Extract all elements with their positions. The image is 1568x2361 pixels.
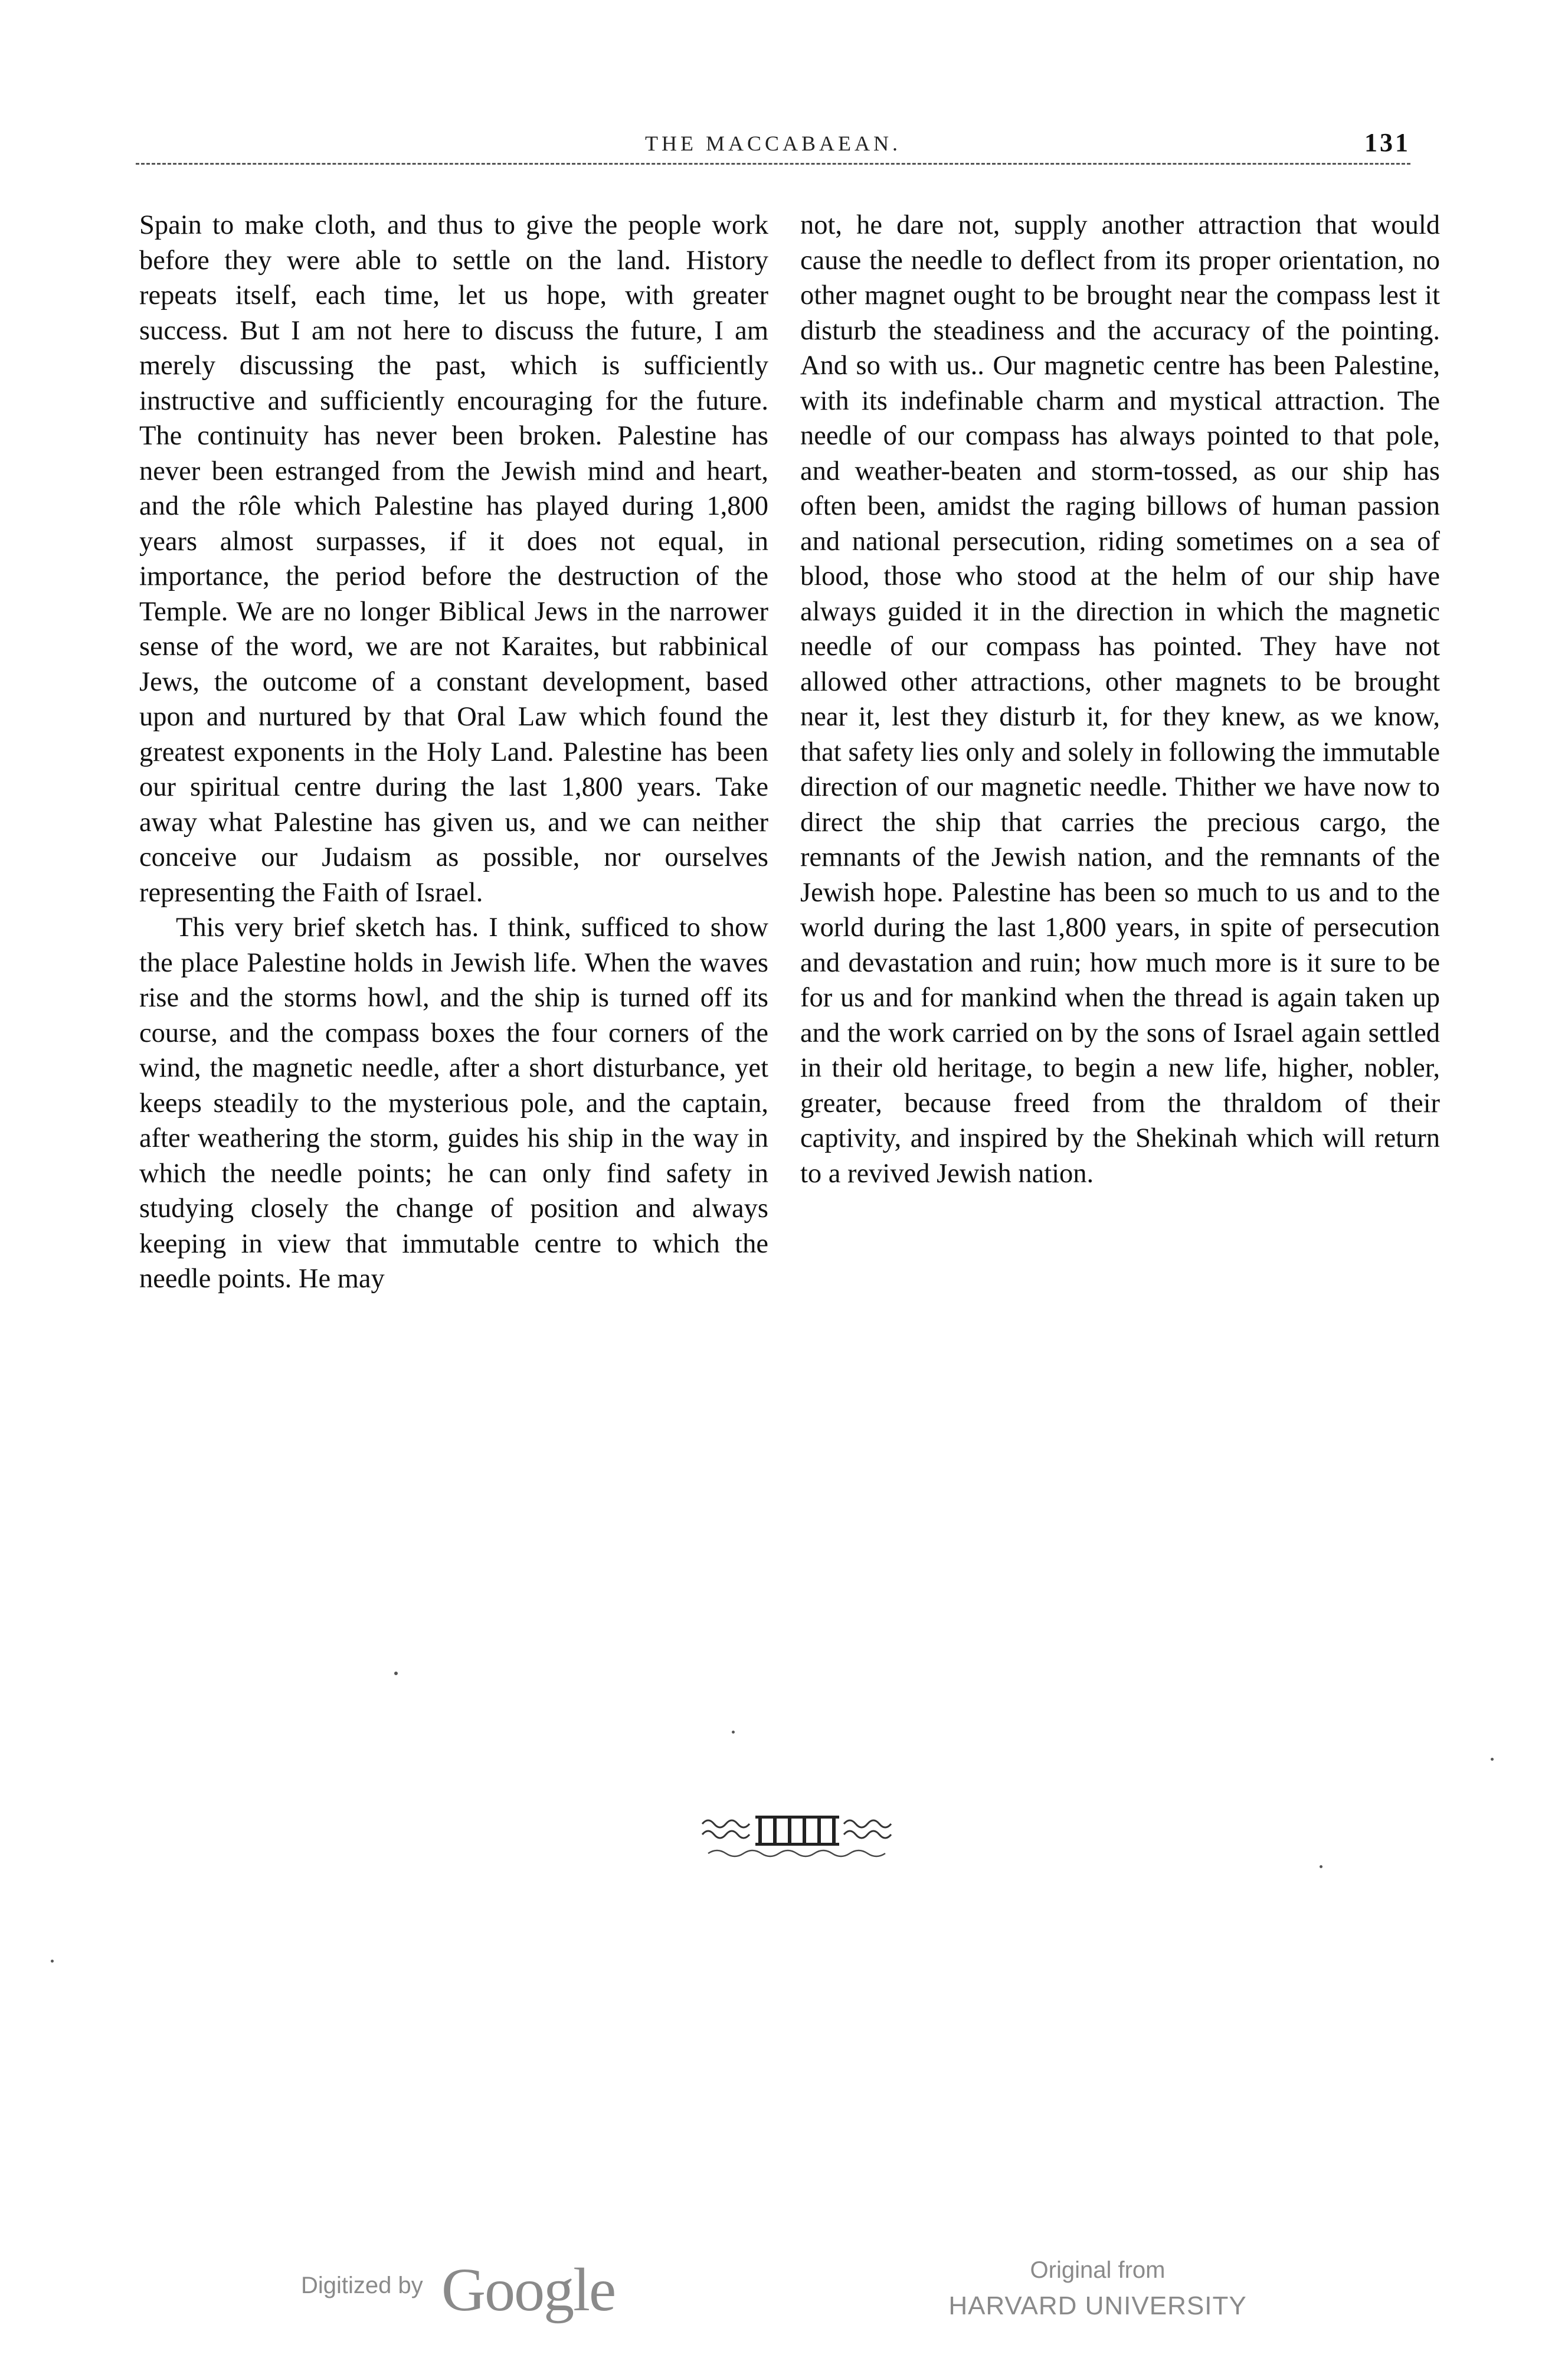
left-column	[139, 208, 768, 1297]
scan-speck	[1491, 1758, 1494, 1761]
printers-ornament-icon	[696, 1811, 897, 1862]
scan-speck	[1320, 1865, 1323, 1868]
right-paragraph-1: not, he dare not, supply another attraction that would cause the needle to deflect from its proper orientation, no other magnet ought to be brought near the compass lest it disturb the steadiness and the accuracy of the pointing. And so with us.. Our magnetic centre has been Palestine, with its indefinable charm and mystical attraction. The needle of our compass has always pointed to that pole, and weather-beaten and storm-tossed, as our ship has often been, amidst the raging billows of human passion and national persecution, riding sometimes on a sea of blood, those who stood at the helm of our ship have always guided it in the direction in which the magnetic needle of our compass has pointed. They have not allowed other attractions, other magnets to be brought near it, lest they disturb it, for they knew, as we know, that safety lies only and solely in following the immutable direction of our magnetic needle. Thither we have now to direct the ship that carries the precious cargo, the remnants of the Jewish nation, and the remnants of the Jewish hope. Palestine has been so much to us and to the world during the last 1,800 years, in spite of persecution and devastation and ruin; how much more is it sure to be for us and for mankind when the thread is again taken up and the work carried on by the sons of Israel again settled in their old heritage, to begin a new life, higher, nobler, greater, because freed from the thraldom of their captivity, and inspired by the Shekinah which will return to a revived Jewish nation.	[800, 210, 1440, 1189]
journal-title: THE MACCABAEAN.	[644, 132, 901, 155]
right-column	[800, 208, 1440, 1191]
left-paragraph-2: This very brief sketch has. I think, sufficed to show the place Palestine holds in Jewish life. When the waves rise and the storms howl, and the ship is turned off its course, and the compass boxes the four corners of the wind, the magnetic needle, after a short disturbance, yet keeps steadily to the mysterious pole, and the captain, after weathering the storm, guides his ship in the way in which the needle points; he can only find safety in studying closely the change of position and always keeping in view that immutable centre to which the needle points. He may	[139, 913, 768, 1294]
header-rule	[136, 163, 1410, 165]
digitized-by-label: Digitized by	[301, 2272, 423, 2298]
scan-speck	[394, 1672, 398, 1675]
original-from-label: Original from	[1030, 2257, 1166, 2283]
scan-speck	[51, 1960, 54, 1963]
running-head	[136, 128, 1410, 172]
page-number: 131	[1364, 128, 1410, 157]
google-logo: Google	[441, 2256, 616, 2324]
digitization-footer	[0, 2255, 1568, 2343]
institution-label: HARVARD UNIVERSITY	[948, 2291, 1247, 2320]
left-paragraph-1: Spain to make cloth, and thus to give the people work before they were able to settle on the land. History repeats itself, each time, let us hope, with greater success. But I am not here to discuss the future, I am merely discussing the past, which is sufficiently instructive and sufficiently encouraging for the future. The continuity has never been broken. Palestine has never been estranged from the Jewish mind and heart, and the rôle which Palestine has played during 1,800 years almost surpasses, if it does not equal, in importance, the period before the destruction of the Temple. We are no longer Biblical Jews in the narrower sense of the word, we are not Karaites, but rabbinical Jews, the outcome of a constant development, based upon and nurtured by that Oral Law which found the greatest exponents in the Holy Land. Palestine has been our spiritual centre during the last 1,800 years. Take away what Palestine has given us, and we can neither conceive our Judaism as possible, nor ourselves representing the Faith of Israel.	[139, 210, 768, 908]
scan-speck	[732, 1731, 735, 1734]
